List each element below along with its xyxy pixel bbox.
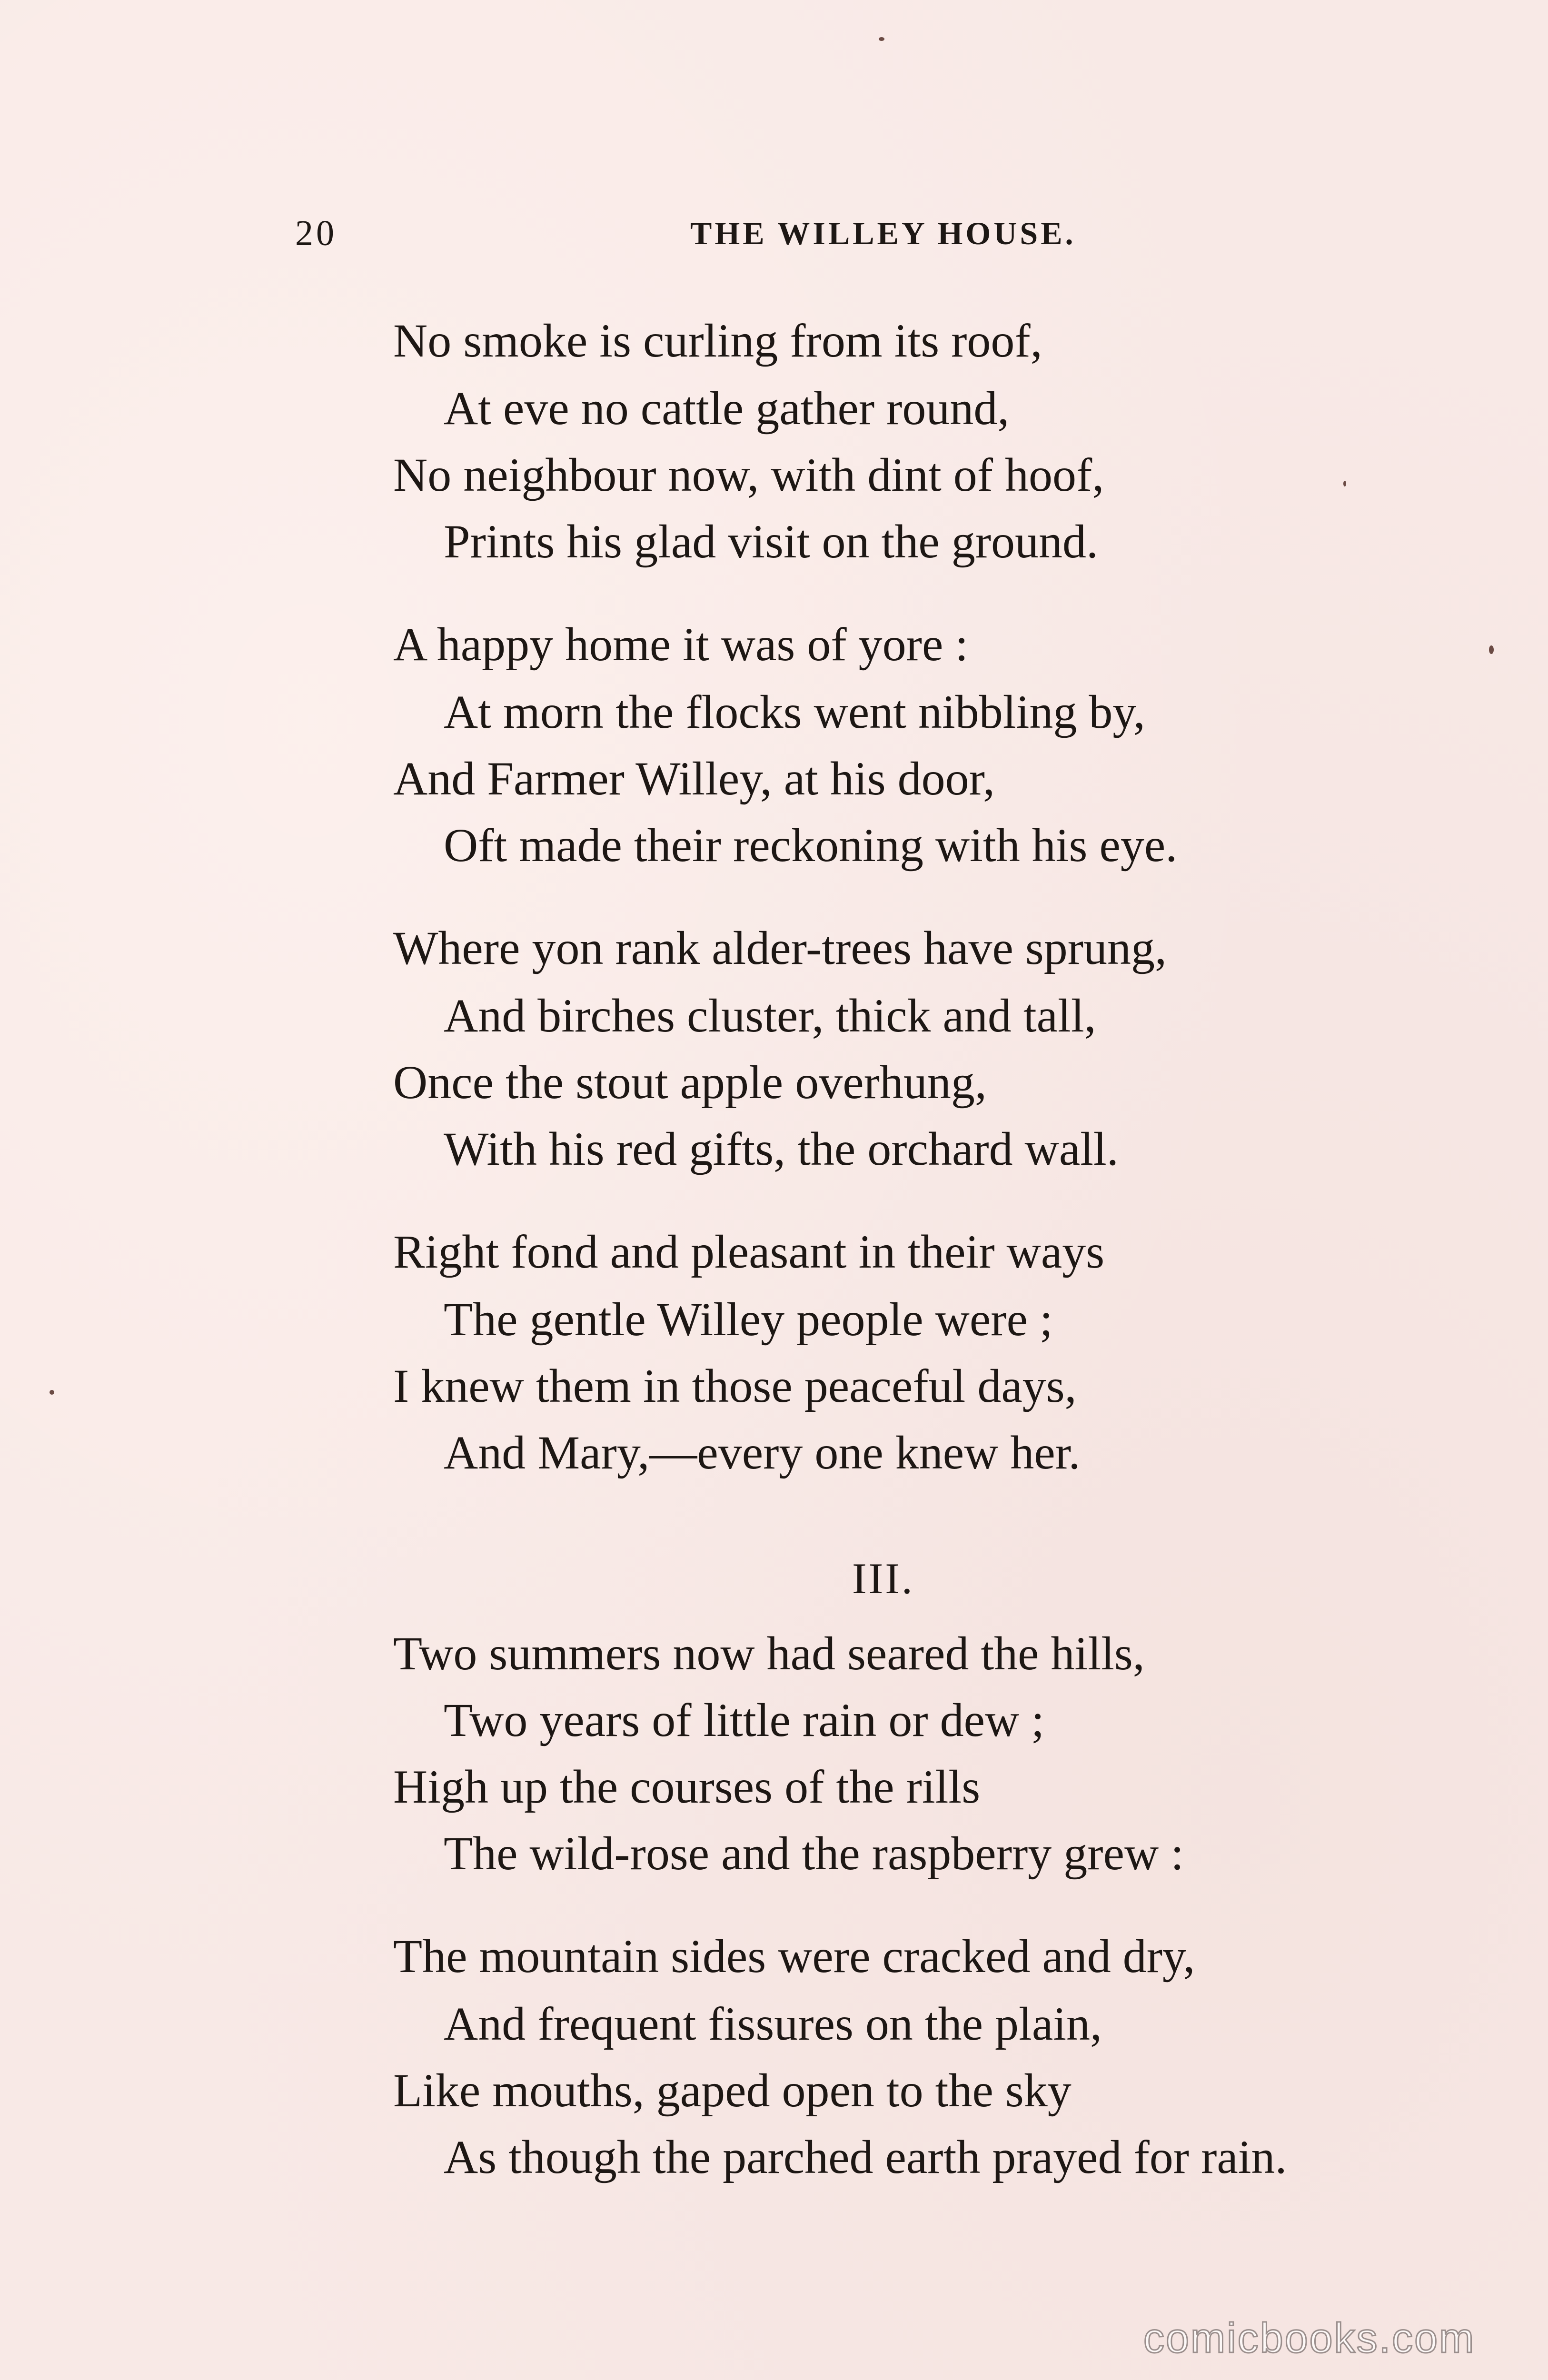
poem-line: The wild-rose and the raspberry grew : xyxy=(444,1827,1184,1880)
poem-line: Right fond and pleasant in their ways xyxy=(393,1225,1105,1278)
paper-speck xyxy=(1343,481,1346,486)
poem-line: And birches cluster, thick and tall, xyxy=(444,989,1096,1042)
paper-speck xyxy=(1489,645,1494,654)
poem-line: Where yon rank alder-trees have sprung, xyxy=(393,922,1167,974)
poem-line: Oft made their reckoning with his eye. xyxy=(444,819,1178,872)
watermark-text: comicbooks.com xyxy=(1143,2314,1476,2361)
poem-line: And Mary,—every one knew her. xyxy=(444,1426,1081,1479)
poem-line: High up the courses of the rills xyxy=(393,1760,981,1813)
poem-line: Prints his glad visit on the ground. xyxy=(444,515,1098,568)
poem-line: And frequent fissures on the plain, xyxy=(444,1997,1102,2050)
poem-line: At morn the flocks went nibbling by, xyxy=(444,685,1145,738)
poem-line: With his red gifts, the orchard wall. xyxy=(444,1122,1119,1175)
poem-line: The mountain sides were cracked and dry, xyxy=(393,1930,1195,1983)
poem-line: No neighbour now, with dint of hoof, xyxy=(393,448,1104,501)
poem-line: Once the stout apple overhung, xyxy=(393,1056,987,1109)
poem-line: I knew them in those peaceful days, xyxy=(393,1359,1077,1412)
poem-line: Two summers now had seared the hills, xyxy=(393,1627,1145,1680)
paper-speck xyxy=(879,37,884,41)
poem-line: No smoke is curling from its roof, xyxy=(393,314,1042,367)
poem-line: And Farmer Willey, at his door, xyxy=(393,752,995,805)
poem-line: At eve no cattle gather round, xyxy=(444,382,1010,435)
page-number: 20 xyxy=(295,213,337,253)
poem-line: As though the parched earth prayed for rain. xyxy=(444,2131,1287,2183)
running-head: THE WILLEY HOUSE. xyxy=(690,215,1076,251)
poem-line: Two years of little rain or dew ; xyxy=(444,1694,1045,1746)
poem-line: Like mouths, gaped open to the sky xyxy=(393,2064,1072,2117)
poem-line: A happy home it was of yore : xyxy=(393,618,969,671)
paper-speck xyxy=(50,1390,54,1395)
section-heading: III. xyxy=(852,1554,914,1603)
poem-line: The gentle Willey people were ; xyxy=(444,1293,1053,1346)
